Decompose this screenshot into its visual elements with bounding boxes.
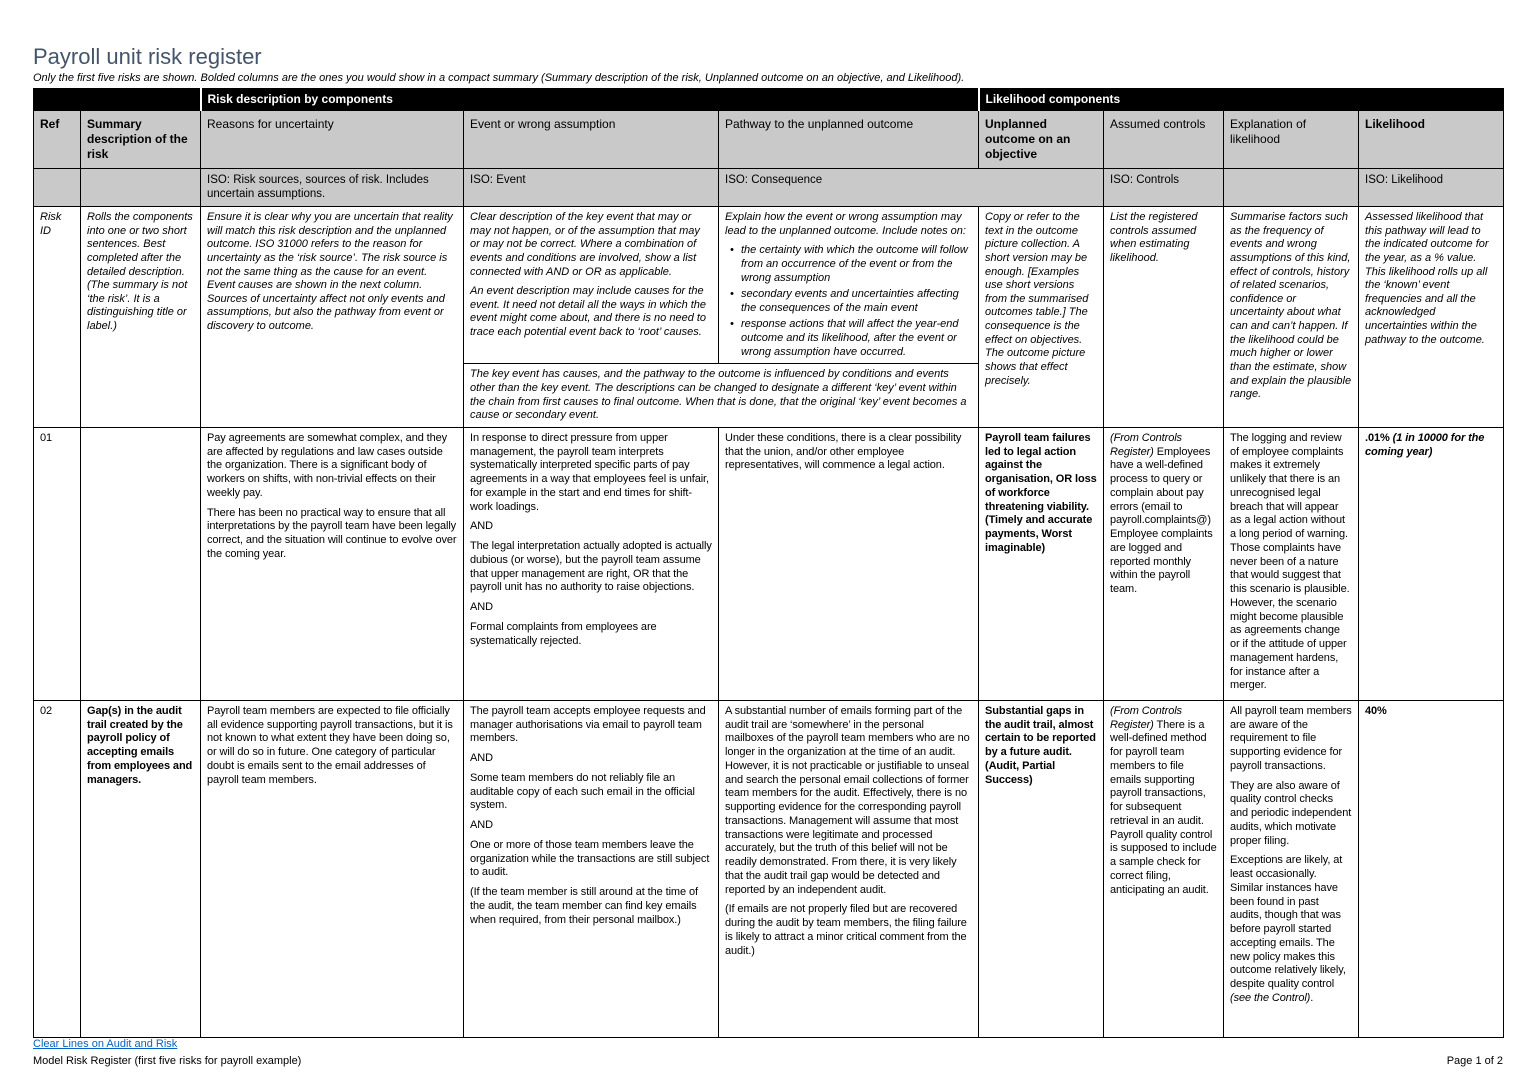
guidance-assumed-controls: List the registered controls assumed when estimating likelihood.: [1104, 207, 1224, 428]
col-header-pathway: Pathway to the unplanned outcome: [719, 111, 979, 169]
iso-event: ISO: Event: [464, 169, 719, 207]
risk02-explanation: All payroll team members are aware of the requirement to file supporting evidence for payroll transactions. They are also aware of quality control checks and periodic independent audits, which motivate proper filing. Exceptions are likely, at least occasionally. Similar instances have been found in past audits, though that was before payroll started accepting emails. The new policy makes this outcome relatively likely, despite quality control (see the Control).: [1224, 700, 1359, 1037]
risk01-pathway: Under these conditions, there is a clear possibility that the union, and/or other employee representatives, will commence a legal action.: [719, 427, 979, 700]
risk01-summary: [81, 427, 201, 700]
iso-consequence: ISO: Consequence: [719, 169, 1104, 207]
guidance-ref: Risk ID: [34, 207, 81, 428]
col-header-ref: Ref: [34, 111, 81, 169]
risk02-event: The payroll team accepts employee requests and manager authorisations via email to payroll team members. AND Some team members do not reliably file an auditable copy of each such email in the official system. AND One or more of those team members leave the organization while the transactions are still subject to audit. (If the team member is still around at the time of the audit, the team member can find key emails when required, from their personal mailbox.): [464, 700, 719, 1037]
col-header-unplanned-outcome: Unplanned outcome on an objective: [979, 111, 1104, 169]
guidance-event: Clear description of the key event that may or may not happen, or of the assumption that may or may not be correct. Where a combination of events and conditions are involved, show a list connected with AND or OR as applicable. An event description may include causes for the event. It need not detail all the ways in which the event might come about, and there is no need to trace each potential event back to ‘root’ causes.: [464, 207, 719, 364]
iso-summary-blank: [81, 169, 201, 207]
col-header-assumed-controls: Assumed controls: [1104, 111, 1224, 169]
col-header-summary: Summary description of the risk: [81, 111, 201, 169]
column-header-row: [34, 111, 1504, 169]
iso-likelihood: ISO: Likelihood: [1359, 169, 1504, 207]
guidance-pathway: Explain how the event or wrong assumption may lead to the unplanned outcome. Include notes on: • the certainty with which the outcome will follow from an occurrence of the event or from the wrong assumption • secondary events and uncertainties affecting the consequences of the main event • response actions that will affect the year-end outcome and its likelihood, after the event or wrong assumption have occurred.: [719, 207, 979, 364]
group-header-blank: [34, 89, 201, 111]
risk02-unplanned-outcome: Substantial gaps in the audit trail, almost certain to be reported by a future audit. (Audit, Partial Success): [979, 700, 1104, 1037]
page-title: Payroll unit risk register: [33, 44, 262, 69]
risk02-summary: Gap(s) in the audit trail created by the payroll policy of accepting emails from employees and managers.: [81, 700, 201, 1037]
footer-page-number: Page 1 of 2: [1446, 1055, 1503, 1067]
guidance-summary: Rolls the components into one or two short sentences. Best completed after the detailed description. (The summary is not ‘the risk’. It is a distinguishing title or label.): [81, 207, 201, 428]
risk02-ref: 02: [34, 700, 81, 1037]
page-subtitle: Only the first five risks are shown. Bolded columns are the ones you would show in a compact summary (Summary description of the risk, Unplanned outcome on an objective, and Likelihood).: [33, 72, 965, 84]
footer-link-clear-lines[interactable]: Clear Lines on Audit and Risk: [33, 1038, 178, 1050]
group-header-row: [34, 89, 1504, 111]
group-header-risk-description: Risk description by components: [201, 89, 979, 111]
iso-explanation-blank: [1224, 169, 1359, 207]
risk01-unplanned-outcome: Payroll team failures led to legal action against the organisation, OR loss of workforce threatening viability. (Timely and accurate payments, Worst imaginable): [979, 427, 1104, 700]
col-header-event: Event or wrong assumption: [464, 111, 719, 169]
col-header-explanation: Explanation of likelihood: [1224, 111, 1359, 169]
col-header-likelihood: Likelihood: [1359, 111, 1504, 169]
risk01-explanation: The logging and review of employee complaints makes it extremely unlikely that there is an unrecognised legal breach that will appear as a legal action without a long period of warning. Those complaints have never been of a nature that would suggest that this scenario is plausible. However, the scenario might become plausible as agreements change or if the attitude of upper management hardens, for instance after a merger.: [1224, 427, 1359, 700]
risk02-pathway: A substantial number of emails forming part of the audit trail are ‘somewhere’ in the personal mailboxes of the payroll team members who are no longer in the organization at the time of an audit. However, it is not practicable or justifiable to unseal and search the personal email collections of former team members for the audit. Effectively, there is no supporting evidence for the corresponding payroll transactions. Management will assume that most transactions were legitimate and processed accurately, but the truth of this belief will not be readily demonstrated. From there, it is very likely that the audit trail gap would be detected and reported by an independent audit. (If emails are not properly filed but are recovered during the audit by team members, the filing failure is likely to attract a minor critical comment from the audit.): [719, 700, 979, 1037]
risk-row-02: [34, 700, 1504, 1037]
guidance-reasons: Ensure it is clear why you are uncertain that reality will match this risk description and the unplanned outcome. ISO 31000 refers to the reason for uncertainty as the ‘risk source’. The risk source is not the same thing as the cause for an event. Event causes are shown in the next column. Sources of uncertainty affect not only events and assumptions, but also the pathway from event or discovery to outcome.: [201, 207, 464, 428]
group-header-likelihood-components: Likelihood components: [979, 89, 1504, 111]
footer-document-label: Model Risk Register (first five risks for payroll example): [33, 1055, 302, 1067]
risk02-likelihood: 40%: [1359, 700, 1504, 1037]
guidance-row: [34, 207, 1504, 364]
iso-controls: ISO: Controls: [1104, 169, 1224, 207]
col-header-reasons: Reasons for uncertainty: [201, 111, 464, 169]
risk01-assumed-controls: (From Controls Register) Employees have a well-defined process to query or complain about pay errors (email to payroll.complaints@) Employee complaints are logged and reported monthly within the payroll team.: [1104, 427, 1224, 700]
guidance-unplanned-outcome: Copy or refer to the text in the outcome picture collection. A short version may be enough. [Examples use short versions from the summarised outcomes table.] The consequence is the effect on objectives. The outcome picture shows that effect precisely.: [979, 207, 1104, 428]
risk02-assumed-controls: (From Controls Register) There is a well-defined method for payroll team members to file emails supporting payroll transactions, for subsequent retrieval in an audit. Payroll quality control is supposed to include a sample check for correct filing, anticipating an audit.: [1104, 700, 1224, 1037]
risk01-likelihood: .01% (1 in 10000 for the coming year): [1359, 427, 1504, 700]
iso-risk-sources: ISO: Risk sources, sources of risk. Includes uncertain assumptions.: [201, 169, 464, 207]
risk-register-table: [33, 88, 1504, 1038]
risk02-reasons: Payroll team members are expected to file officially all evidence supporting payroll transactions, but it is not known to what extent they have been doing so, or will do so in future. One category of particular doubt is emails sent to the email addresses of payroll team members.: [201, 700, 464, 1037]
guidance-likelihood: Assessed likelihood that this pathway will lead to the indicated outcome for the year, as a % value. This likelihood rolls up all the ‘known’ event frequencies and all the acknowledged uncertainties within the pathway to the outcome.: [1359, 207, 1504, 428]
risk01-reasons: Pay agreements are somewhat complex, and they are affected by regulations and law cases outside the organization. There is a significant body of workers on shifts, with non-trivial effects on their weekly pay. There has been no practical way to ensure that all interpretations by the payroll team have been legally correct, and the situation will continue to evolve over the coming year.: [201, 427, 464, 700]
risk-row-01: [34, 427, 1504, 700]
guidance-explanation: Summarise factors such as the frequency of events and wrong assumptions of this kind, effect of controls, history of related scenarios, confidence or uncertainty about what can and can’t happen. If the likelihood could be much higher or lower than the estimate, show and explain the plausible range.: [1224, 207, 1359, 428]
iso-ref-blank: [34, 169, 81, 207]
risk01-event: In response to direct pressure from upper management, the payroll team interprets systematically interpreted specific parts of pay agreements in a way that employees feel is unfair, for example in the start and end times for shift-work loadings. AND The legal interpretation actually adopted is actually dubious (or worse), but the payroll team assume that upper management are right, OR that the payroll unit has no authority to raise objections. AND Formal complaints from employees are systematically rejected.: [464, 427, 719, 700]
guidance-key-event-note: The key event has causes, and the pathway to the outcome is influenced by conditions and events other than the key event. The descriptions can be changed to designate a different ‘key’ event within the chain from first causes to final outcome. When that is done, that the original ‘key’ event becomes a cause or secondary event.: [464, 364, 979, 428]
risk01-ref: 01: [34, 427, 81, 700]
iso-reference-row: [34, 169, 1504, 207]
